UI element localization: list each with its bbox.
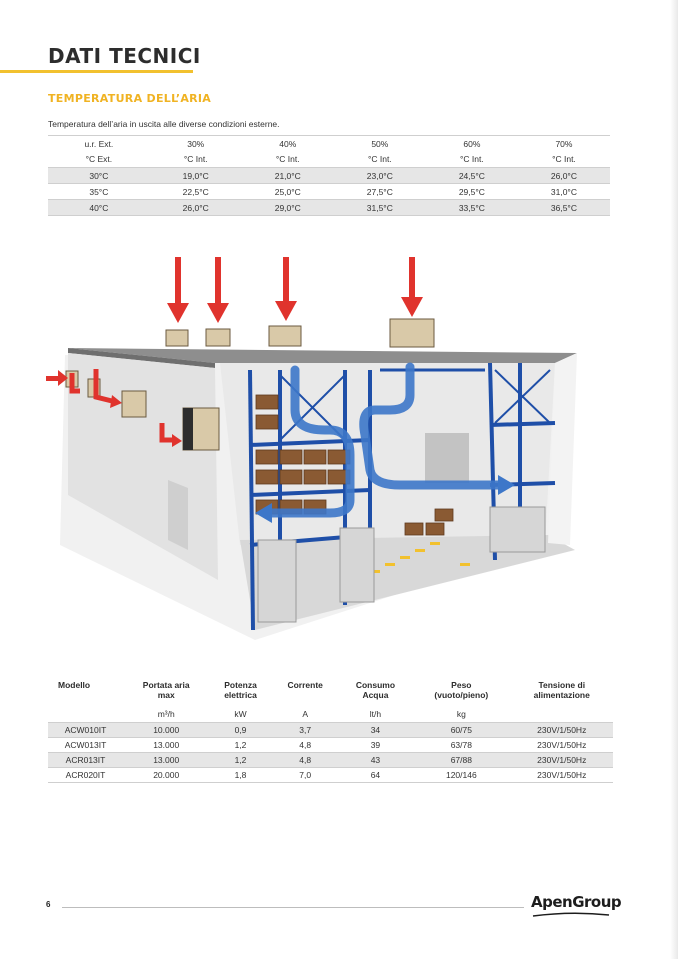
table-cell: ACR020IT <box>48 767 123 782</box>
table-cell: 26,0°C <box>518 168 610 184</box>
table-cell: 7,0 <box>272 767 339 782</box>
table-cell: 19,0°C <box>150 168 242 184</box>
table-cell: kg <box>412 706 510 722</box>
table-cell: 43 <box>339 752 412 767</box>
table-cell: 1,2 <box>209 752 271 767</box>
table-cell: 31,5°C <box>334 200 426 216</box>
table-cell: u.r. Ext. <box>48 136 150 152</box>
interior-door <box>425 433 469 483</box>
table-cell: 30% <box>150 136 242 152</box>
table-cell: 60% <box>426 136 518 152</box>
table-cell: 40% <box>242 136 334 152</box>
table-cell: °C Ext. <box>48 152 150 168</box>
table-cell: 30°C <box>48 168 150 184</box>
table-cell: 1,2 <box>209 737 271 752</box>
logo-swoosh-icon <box>531 912 611 917</box>
page-edge-shadow <box>670 0 678 959</box>
table-cell: 3,7 <box>272 722 339 737</box>
table-cell: °C Int. <box>518 152 610 168</box>
table-cell: 29,0°C <box>242 200 334 216</box>
table-cell: 36,5°C <box>518 200 610 216</box>
table-cell: 1,8 <box>209 767 271 782</box>
company-logo: ApenGroup <box>531 893 622 911</box>
roof-cooling-units <box>166 319 434 347</box>
table-cell <box>511 706 613 722</box>
section-title: TEMPERATURA DELL’ARIA <box>48 92 212 105</box>
table-row <box>48 752 613 767</box>
spec-table-header-row <box>48 680 613 706</box>
table-row <box>48 168 610 184</box>
column-header-power: Potenza elettrica <box>224 680 257 700</box>
table-row <box>48 737 613 752</box>
table-cell: 13.000 <box>123 737 209 752</box>
table-cell: 29,5°C <box>426 184 518 200</box>
column-header-weight: Peso (vuoto/pieno) <box>434 680 489 700</box>
table-cell: 230V/1/50Hz <box>511 752 613 767</box>
spec-table-units-row <box>48 706 613 722</box>
table-cell: 50% <box>334 136 426 152</box>
table-cell: 70% <box>518 136 610 152</box>
table-cell: 25,0°C <box>242 184 334 200</box>
table-cell: ACW013IT <box>48 737 123 752</box>
table-row <box>48 722 613 737</box>
temperature-table-units-row <box>48 152 610 168</box>
table-cell: 64 <box>339 767 412 782</box>
column-header-voltage: Tensione di alimentazione <box>533 680 590 700</box>
table-cell: 27,5°C <box>334 184 426 200</box>
table-cell: A <box>272 706 339 722</box>
column-header-airflow: Portata aria max <box>142 680 190 700</box>
title-underline <box>0 70 193 73</box>
footer-divider <box>62 907 524 908</box>
table-cell: °C Int. <box>242 152 334 168</box>
table-cell: m³/h <box>123 706 209 722</box>
table-cell: 33,5°C <box>426 200 518 216</box>
table-cell: 230V/1/50Hz <box>511 767 613 782</box>
table-cell: °C Int. <box>426 152 518 168</box>
table-cell: °C Int. <box>334 152 426 168</box>
warehouse-illustration <box>40 245 600 645</box>
table-cell: 67/88 <box>412 752 510 767</box>
table-cell: 120/146 <box>412 767 510 782</box>
table-cell: 4,8 <box>272 752 339 767</box>
table-cell: 4,8 <box>272 737 339 752</box>
table-cell: 39 <box>339 737 412 752</box>
table-cell: 20.000 <box>123 767 209 782</box>
table-cell: kW <box>209 706 271 722</box>
table-cell: 35°C <box>48 184 150 200</box>
table-cell: ACW010IT <box>48 722 123 737</box>
table-cell: 0,9 <box>209 722 271 737</box>
page-number: 6 <box>46 900 51 909</box>
page-title: DATI TECNICI <box>48 44 201 68</box>
column-header-model: Modello <box>58 680 91 690</box>
table-cell: 230V/1/50Hz <box>511 737 613 752</box>
table-cell: 230V/1/50Hz <box>511 722 613 737</box>
table-cell: 60/75 <box>412 722 510 737</box>
table-cell: 24,5°C <box>426 168 518 184</box>
table-cell: 21,0°C <box>242 168 334 184</box>
table-cell: 13.000 <box>123 752 209 767</box>
table-cell: 26,0°C <box>150 200 242 216</box>
table-cell <box>48 706 123 722</box>
column-header-current: Corrente <box>287 680 323 690</box>
loading-door <box>168 480 188 550</box>
table-row <box>48 767 613 782</box>
temperature-table <box>48 135 610 216</box>
table-cell: 22,5°C <box>150 184 242 200</box>
table-cell: 34 <box>339 722 412 737</box>
column-header-water: Consumo Acqua <box>355 680 396 700</box>
table-cell: ACR013IT <box>48 752 123 767</box>
spec-table <box>48 680 613 783</box>
table-cell: 10.000 <box>123 722 209 737</box>
table-cell: lt/h <box>339 706 412 722</box>
table-cell: 31,0°C <box>518 184 610 200</box>
table-row <box>48 184 610 200</box>
intro-text: Temperatura dell’aria in uscita alle diverse condizioni esterne. <box>48 119 280 129</box>
temperature-table-header-row <box>48 136 610 152</box>
table-row <box>48 200 610 216</box>
table-cell: °C Int. <box>150 152 242 168</box>
table-cell: 40°C <box>48 200 150 216</box>
table-cell: 23,0°C <box>334 168 426 184</box>
table-cell: 63/78 <box>412 737 510 752</box>
